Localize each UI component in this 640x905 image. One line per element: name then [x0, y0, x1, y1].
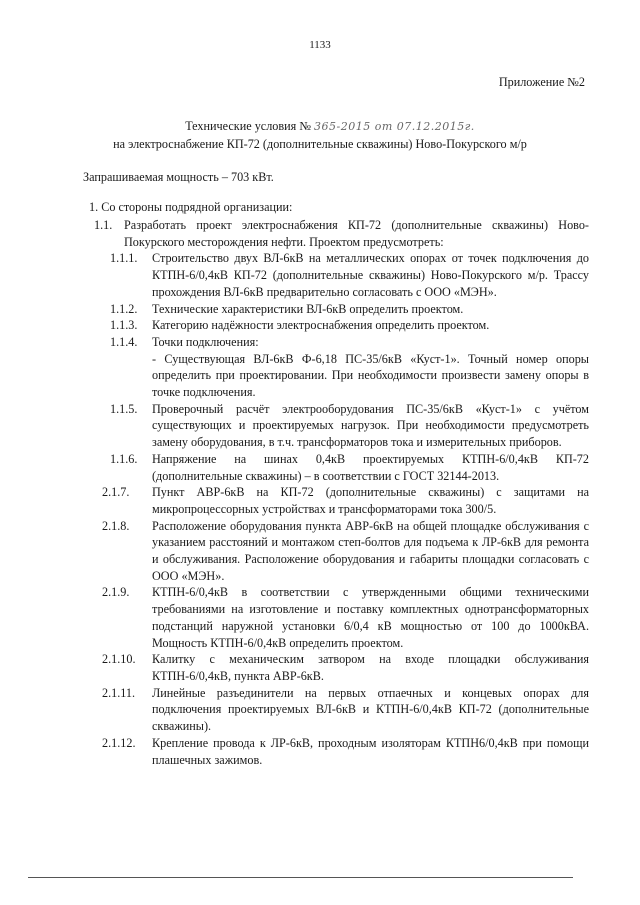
- item-text: Крепление провода к ЛР-6кВ, проходным изоляторам КТПН6/0,4кВ при помощи плашечных зажимов.: [152, 735, 589, 767]
- document-title: [0, 118, 640, 152]
- appendix-label: Приложение №2: [498, 75, 585, 89]
- list-item: [102, 735, 589, 768]
- section-heading: 1. Со стороны подрядной организации:: [89, 200, 293, 214]
- title-line-1: [0, 118, 640, 136]
- list-item: [110, 451, 589, 484]
- item-number: 2.1.8.: [102, 518, 130, 533]
- title-line-2: на электроснабжение КП-72 (дополнительные скважины) Ново-Покурского м/р: [113, 136, 527, 151]
- item-text: Точки подключения:: [152, 334, 259, 349]
- item-number: 1.1.4.: [110, 334, 138, 349]
- list-item: [102, 484, 589, 517]
- item-number: 2.1.9.: [102, 585, 130, 600]
- list-item: [102, 685, 589, 735]
- item-text: Разработать проект электроснабжения КП-72 (дополнительные скважины) Ново-Покурского месторождения нефти. Проектом предусмотреть:: [124, 218, 589, 249]
- item-number: 1.1.: [94, 218, 113, 232]
- item-text: Проверочный расчёт электрооборудования ПС-35/6кВ «Куст-1» с учётом существующих и проектируемых нагрузок. При необходимости предусмотреть замену оборудования, в т.ч. трансформаторов тока и измерительных приборов.: [152, 401, 589, 450]
- requirements-list: [94, 217, 589, 768]
- item-number: 1.1.5.: [110, 401, 138, 416]
- item-text: Напряжение на шинах 0,4кВ проектируемых КТПН-6/0,4кВ КП-72 (дополнительные скважины) – в соответствии с ГОСТ 32144-2013.: [152, 451, 589, 483]
- item-text: Технические характеристики ВЛ-6кВ определить проектом.: [152, 301, 464, 316]
- item-number: 2.1.12.: [102, 735, 136, 750]
- list-item: [102, 518, 589, 585]
- item-number: 2.1.10.: [102, 652, 136, 667]
- item-text-block: [152, 334, 589, 401]
- handwritten-number: 365-2015 от 07.12.2015г.: [314, 120, 475, 133]
- item-number: 2.1.11.: [102, 685, 136, 700]
- list-item: [110, 334, 589, 401]
- item-number: 1.1.2.: [110, 301, 138, 316]
- item-number: 1.1.1.: [110, 251, 138, 266]
- list-item: [110, 250, 589, 300]
- list-item: [110, 301, 589, 318]
- page-number: 1133: [309, 39, 331, 51]
- item-number: 2.1.7.: [102, 485, 130, 500]
- title-prefix: Технические условия №: [185, 119, 311, 133]
- list-item: [102, 584, 589, 651]
- list-item: [102, 651, 589, 684]
- item-text: КТПН-6/0,4кВ в соответствии с утвержденными общими техническими требованиями на изготовление и поставку комплектных однотрансформаторных подстанций наружной установки 6/0,4 кВ мощностью от 100 до 1000кВА. Мощность КТПН-6/0,4кВ определить проектом.: [152, 585, 589, 650]
- list-item: [94, 217, 589, 250]
- item-text: Строительство двух ВЛ-6кВ на металлических опорах от точек подключения до КТПН-6/0,4кВ КП-72 (дополнительные скважины) Ново-Покурского м/р. Трассу прохождения ВЛ-6кВ предварительно согласовать с ООО «МЭН».: [152, 251, 589, 299]
- item-text: Категорию надёжности электроснабжения определить проектом.: [152, 318, 490, 333]
- list-item: [110, 317, 589, 334]
- item-text: Калитку с механическим затвором на входе площадки обслуживания КТПН-6/0,4кВ, пункта АВР-6кВ.: [152, 652, 589, 683]
- item-text: Пункт АВР-6кВ на КП-72 (дополнительные скважины) с защитами на микропроцессорных устройствах и трансформаторами тока 300/5.: [152, 485, 589, 516]
- item-number: 1.1.6.: [110, 451, 138, 466]
- item-text: Линейные разъединители на первых отпаечных и концевых опорах для подключения проектируемых ВЛ-6кВ и КТПН-6/0,4кВ КП-72 (дополнительные скважины).: [152, 685, 589, 734]
- list-item: [110, 401, 589, 451]
- item-number: 1.1.3.: [110, 318, 138, 333]
- item-text: Расположение оборудования пункта АВР-6кВ на общей площадке обслуживания с указанием расстояний и монтажом степ-болтов для подъема к ЛР-6кВ для ремонта и обслуживания. Расположение оборудования и габариты площадки согласовать с ООО «МЭН».: [152, 518, 589, 583]
- footer-divider: [28, 877, 573, 878]
- connection-point-text: - Существующая ВЛ-6кВ Ф-6,18 ПС-35/6кВ «Куст-1». Точный номер опоры определить при проектировании. При необходимости произвести замену опоры в точке подключения.: [152, 351, 589, 400]
- requested-power: Запрашиваемая мощность – 703 кВт.: [83, 170, 274, 184]
